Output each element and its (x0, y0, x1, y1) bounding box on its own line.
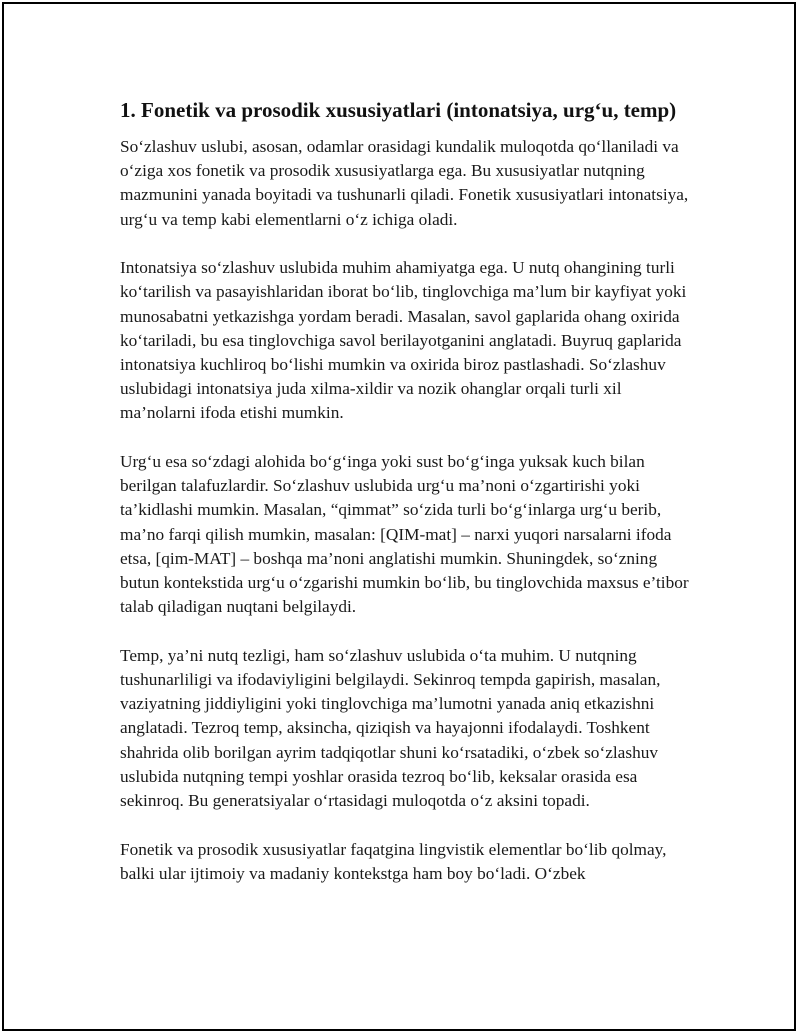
section-heading: 1. Fonetik va prosodik xususiyatlari (intonatsiya, urg‘u, temp) (120, 98, 677, 122)
paragraph-intonation: Intonatsiya so‘zlashuv uslubida muhim ahamiyatga ega. U nutq ohangining turli ko‘tarilish va pasayishlaridan iborat bo‘lib, tinglovchiga ma’lum bir kayfiyat yoki munosabatni yetkazishga yordam beradi. Masalan, savol gaplarida ohang oxirida ko‘tariladi, bu esa tinglovchiga savol berilayotganini anglatadi. Buyruq gaplarida intonatsiya kuchliroq bo‘lishi mumkin va oxirida biroz pastlashadi. So‘zlashuv uslubidagi intonatsiya juda xilma-xildir va nozik ohanglar orqali turli xil ma’nolarni ifoda etishi mumkin. (120, 258, 687, 423)
paragraph-conclusion: Fonetik va prosodik xususiyatlar faqatgina lingvistik elementlar bo‘lib qolmay, balki ular ijtimoiy va madaniy kontekstga ham boy bo‘ladi. O‘zbek (120, 839, 667, 883)
paragraph-tempo: Temp, ya’ni nutq tezligi, ham so‘zlashuv uslubida o‘ta muhim. U nutqning tushunarliligi va ifodaviyligini belgilaydi. Sekinroq tempda gapirish, masalan, vaziyatning jiddiyligini yoki tinglovchiga ma’lumotni yanada aniq etkazishni anglatadi. Tezroq temp, aksincha, qiziqish va hayajonni ifodalaydi. Toshkent shahrida olib borilgan ayrim tadqiqotlar shuni ko‘rsatadiki, o‘zbek so‘zlashuv uslubida nutqning tempi yoshlar orasida tezroq bo‘lib, keksalar orasida esa sekinroq. Bu generatsiyalar o‘rtasidagi muloqotda o‘z aksini topadi. (120, 645, 661, 811)
document-body (120, 97, 695, 910)
paragraph-intro: So‘zlashuv uslubi, asosan, odamlar orasidagi kundalik muloqotda qo‘llaniladi va o‘ziga xos fonetik va prosodik xususiyatlarga ega. Bu xususiyatlar nutqning mazmunini yanada boyitadi va tushunarli qiladi. Fonetik xususiyatlari intonatsiya, urg‘u va temp kabi elementlarni o‘z ichiga oladi. (120, 137, 689, 229)
paragraph-stress: Urg‘u esa so‘zdagi alohida bo‘g‘inga yoki sust bo‘g‘inga yuksak kuch bilan berilgan talafuzlardir. So‘zlashuv uslubida urg‘u ma’noni o‘zgartirishi yoki ta’kidlashi mumkin. Masalan, “qimmat” so‘zida turli bo‘g‘inlarga urg‘u berib, ma’no farqi qilish mumkin, masalan: [QIM-mat] – narxi yuqori narsalarni ifoda etsa, [qim-MAT] – boshqa ma’noni anglatishi mumkin. Shuningdek, so‘zning butun kontekstida urg‘u o‘zgarishi mumkin bo‘lib, bu tinglovchida maxsus e’tibor talab qiladigan nuqtani belgilaydi. (120, 452, 689, 617)
page-frame (2, 2, 796, 1031)
